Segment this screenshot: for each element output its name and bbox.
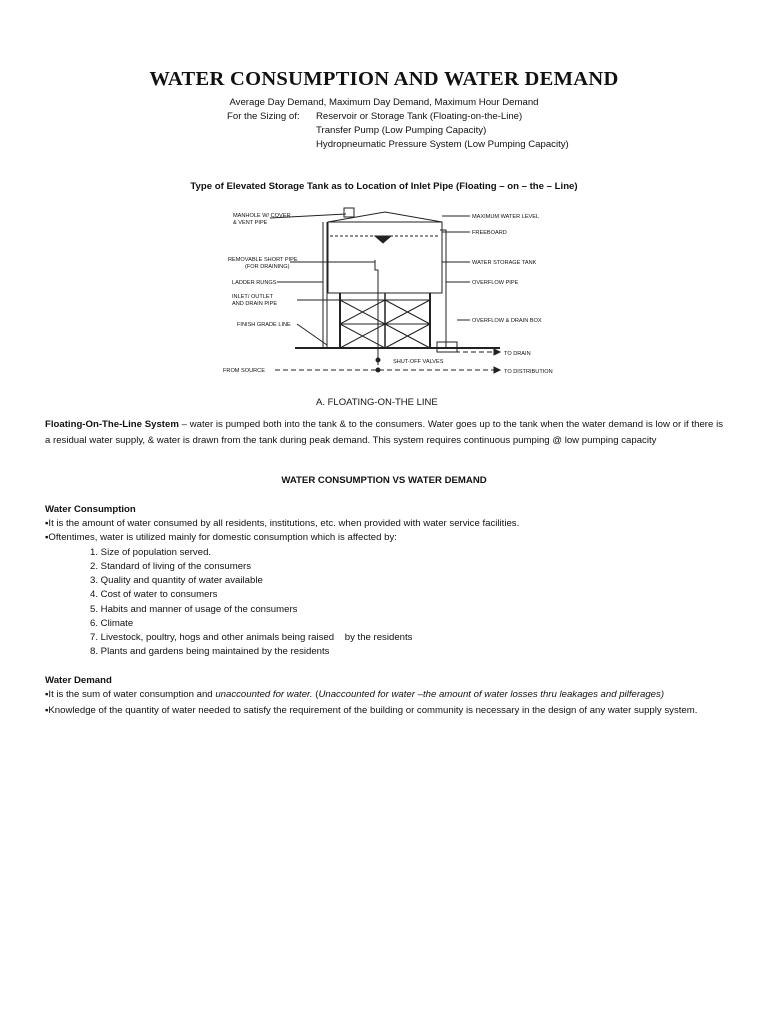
demand-types-line: Average Day Demand, Maximum Day Demand, Maximum Hour Demand [229,97,539,108]
label-inlet: AND DRAIN PIPE [232,301,278,307]
label-storage-tank: WATER STORAGE TANK [472,260,537,266]
consumption-bullet: ▪Oftentimes, water is utilized mainly for domestic consumption which is affected by: [45,532,397,543]
demand-italic: Unaccounted for water –the amount of water losses thru leakages and pilferages) [318,689,665,700]
arrow-head [494,367,500,373]
sizing-item: Reservoir or Storage Tank (Floating-on-the-Line) [316,111,523,122]
label-max-level: MAXIMUM WATER LEVEL [472,214,540,220]
figure-caption: A. FLOATING-ON-THE LINE [316,397,438,408]
label-removable: (FOR DRAINING) [245,264,290,270]
arrow-head [494,349,500,355]
water-level-marker [375,236,391,243]
factor-item: 7. Livestock, poultry, hogs and other animals being raised by the residents [90,632,413,643]
demand-text: ( [312,689,319,700]
factor-item: 5. Habits and manner of usage of the consumers [90,604,298,615]
floating-term: Floating-On-The-Line System [45,419,179,430]
sizing-label: For the Sizing of: [227,111,300,122]
label-overflow-pipe: OVERFLOW PIPE [472,280,519,286]
floating-text: – water is pumped both into the tank & to the consumers. Water goes up to the tank when the water demand is low or if there is a residual water supply, & water is drawn from the tank during peak demand. This system requires continuous pumping @ low pumping capacity [45,419,723,446]
factor-item: 2. Standard of living of the consumers [90,561,252,572]
label-inlet: INLET/ OUTLET [232,294,274,300]
label-to-distribution: TO DISTRIBUTION [504,369,553,375]
elevated-tank-diagram [215,200,555,415]
demand-bullet: ▪Knowledge of the quantity of water needed to satisfy the requirement of the building or community is necessary in the design of any water supply system. [45,705,698,716]
floating-description [45,417,723,449]
demand-text: ▪It is the sum of water consumption and [45,689,216,700]
figure-heading: Type of Elevated Storage Tank as to Location of Inlet Pipe (Floating – on – the – Line) [190,181,578,192]
shutoff-valve [376,368,380,372]
demand-italic: unaccounted for water. [215,689,313,700]
label-finish-grade: FINISH GRADE LINE [237,322,291,328]
consumption-bullet: ▪It is the amount of water consumed by all residents, institutions, etc. when provided with water service facilities. [45,518,520,529]
vent-pipe [344,208,354,217]
sizing-item: Transfer Pump (Low Pumping Capacity) [316,125,487,136]
consumption-heading: Water Consumption [45,504,136,515]
label-manhole: MANHOLE W/ COVER [233,213,291,219]
factor-item: 8. Plants and gardens being maintained by the residents [90,646,330,657]
label-removable: REMOVABLE SHORT PIPE [228,257,298,263]
label-overflow-box: OVERFLOW & DRAIN BOX [472,318,542,324]
shutoff-valve [376,358,380,362]
page-title: WATER CONSUMPTION AND WATER DEMAND [149,68,619,90]
label-ladder: LADDER RUNGS [232,280,277,286]
label-shutoff: SHUT-OFF VALVES [393,359,444,365]
label-freeboard: FREEBOARD [472,230,507,236]
demand-bullet [45,689,664,700]
sizing-item: Hydropneumatic Pressure System (Low Pumping Capacity) [316,139,569,150]
factor-item: 1. Size of population served. [90,547,212,558]
label-from-source: FROM SOURCE [223,368,265,374]
inlet-outlet-pipe [375,260,378,365]
factor-item: 3. Quality and quantity of water available [90,575,263,586]
demand-heading: Water Demand [45,675,112,686]
label-to-drain: TO DRAIN [504,351,531,357]
section-title: WATER CONSUMPTION VS WATER DEMAND [281,475,487,486]
overflow-pipe [440,230,446,348]
factor-item: 4. Cost of water to consumers [90,589,218,600]
label-manhole: & VENT PIPE [233,220,268,226]
factor-item: 6. Climate [90,618,134,629]
tank-body [328,222,442,293]
